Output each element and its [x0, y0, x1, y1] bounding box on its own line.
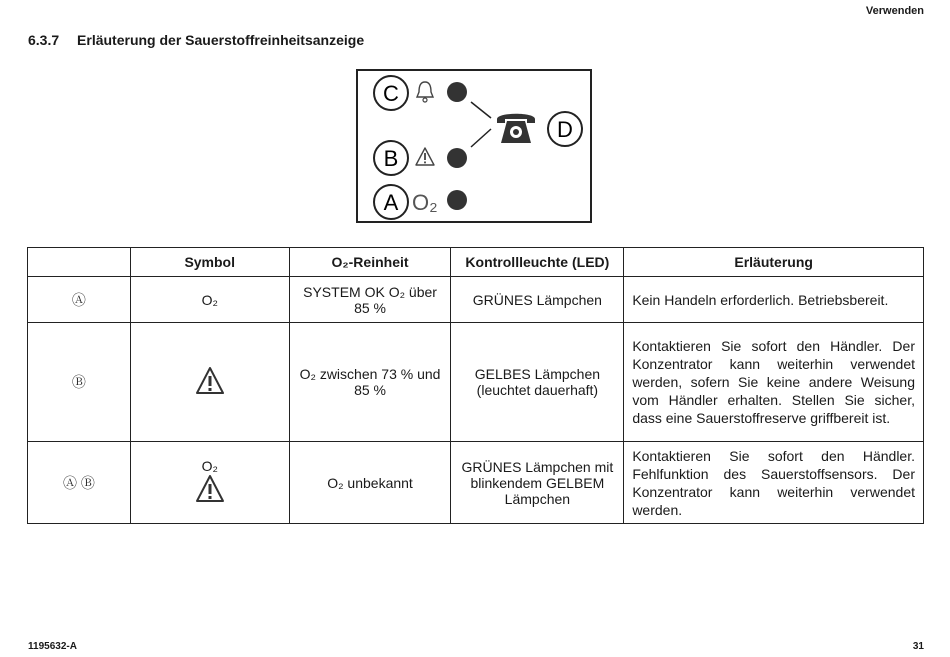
label-b-circle: [374, 141, 408, 175]
label-c-circle: [374, 76, 408, 110]
row-explanation: Kein Handeln erforderlich. Betriebsbereit.: [624, 277, 924, 323]
connector-line-c: [471, 102, 491, 118]
warning-icon: [195, 366, 225, 396]
row-symbol: O₂: [130, 277, 289, 323]
row-purity: O₂ unbekannt: [289, 442, 451, 524]
label-b: B: [383, 146, 399, 171]
row-symbol: [130, 323, 289, 442]
header-purity: O₂-Reinheit: [289, 248, 451, 277]
row-led: GELBES Lämpchen (leuchtet dauerhaft): [451, 323, 624, 442]
row-explanation: Kontaktieren Sie sofort den Händler. Fehlfunktion des Sauerstoffsensors. Der Konzentrator kann weiterhin verwendet werden.: [624, 442, 924, 524]
section-title-text: Erläuterung der Sauerstoffreinheitsanzeige: [77, 32, 365, 48]
warning-icon: [195, 474, 225, 504]
warning-icon: [416, 148, 434, 165]
connector-line-b: [471, 129, 491, 147]
o2-symbol: O₂: [412, 190, 438, 215]
row-id: Ⓐ: [28, 277, 131, 323]
row-led: GRÜNES Lämpchen mit blinkendem GELBEM Lämpchen: [451, 442, 624, 524]
table-row: [28, 442, 924, 524]
row-symbol-o2: O₂: [201, 458, 218, 474]
section-heading: [28, 32, 364, 48]
bell-icon: [417, 82, 433, 102]
label-d: D: [557, 117, 573, 142]
phone-icon: [497, 114, 535, 143]
led-b-dot: [447, 148, 467, 168]
table-row: [28, 277, 924, 323]
header-id: [28, 248, 131, 277]
header-explanation: Erläuterung: [624, 248, 924, 277]
label-d-circle: [548, 112, 582, 146]
row-id: Ⓑ: [28, 323, 131, 442]
led-c-dot: [447, 82, 467, 102]
row-id: Ⓐ Ⓑ: [28, 442, 131, 524]
table-header-row: [28, 248, 924, 277]
row-led: GRÜNES Lämpchen: [451, 277, 624, 323]
header-led: Kontrollleuchte (LED): [451, 248, 624, 277]
row-purity: O₂ zwischen 73 % und 85 %: [289, 323, 451, 442]
label-c: C: [383, 81, 399, 106]
running-header: Verwenden: [865, 5, 924, 17]
page-number: 31: [912, 641, 924, 652]
document-number: 1195632-A: [28, 641, 77, 652]
led-a-dot: [447, 190, 467, 210]
header-symbol: Symbol: [130, 248, 289, 277]
indicator-panel-svg: [358, 71, 594, 225]
table-row: [28, 323, 924, 442]
row-purity: SYSTEM OK O₂ über 85 %: [289, 277, 451, 323]
label-a: A: [383, 190, 399, 215]
row-symbol: [130, 442, 289, 524]
row-explanation: Kontaktieren Sie sofort den Händler. Der Konzentrator kann weiterhin verwendet werden, sofern Sie keine andere Weisung vom Händler erhalten. Stellen Sie sicher, dass eine Sauerstoffreserve griffbereit ist.: [624, 323, 924, 442]
oxygen-purity-table: [27, 247, 924, 524]
section-number: 6.3.7: [28, 32, 60, 48]
label-a-circle: [374, 185, 408, 219]
indicator-panel-diagram: [356, 69, 592, 223]
